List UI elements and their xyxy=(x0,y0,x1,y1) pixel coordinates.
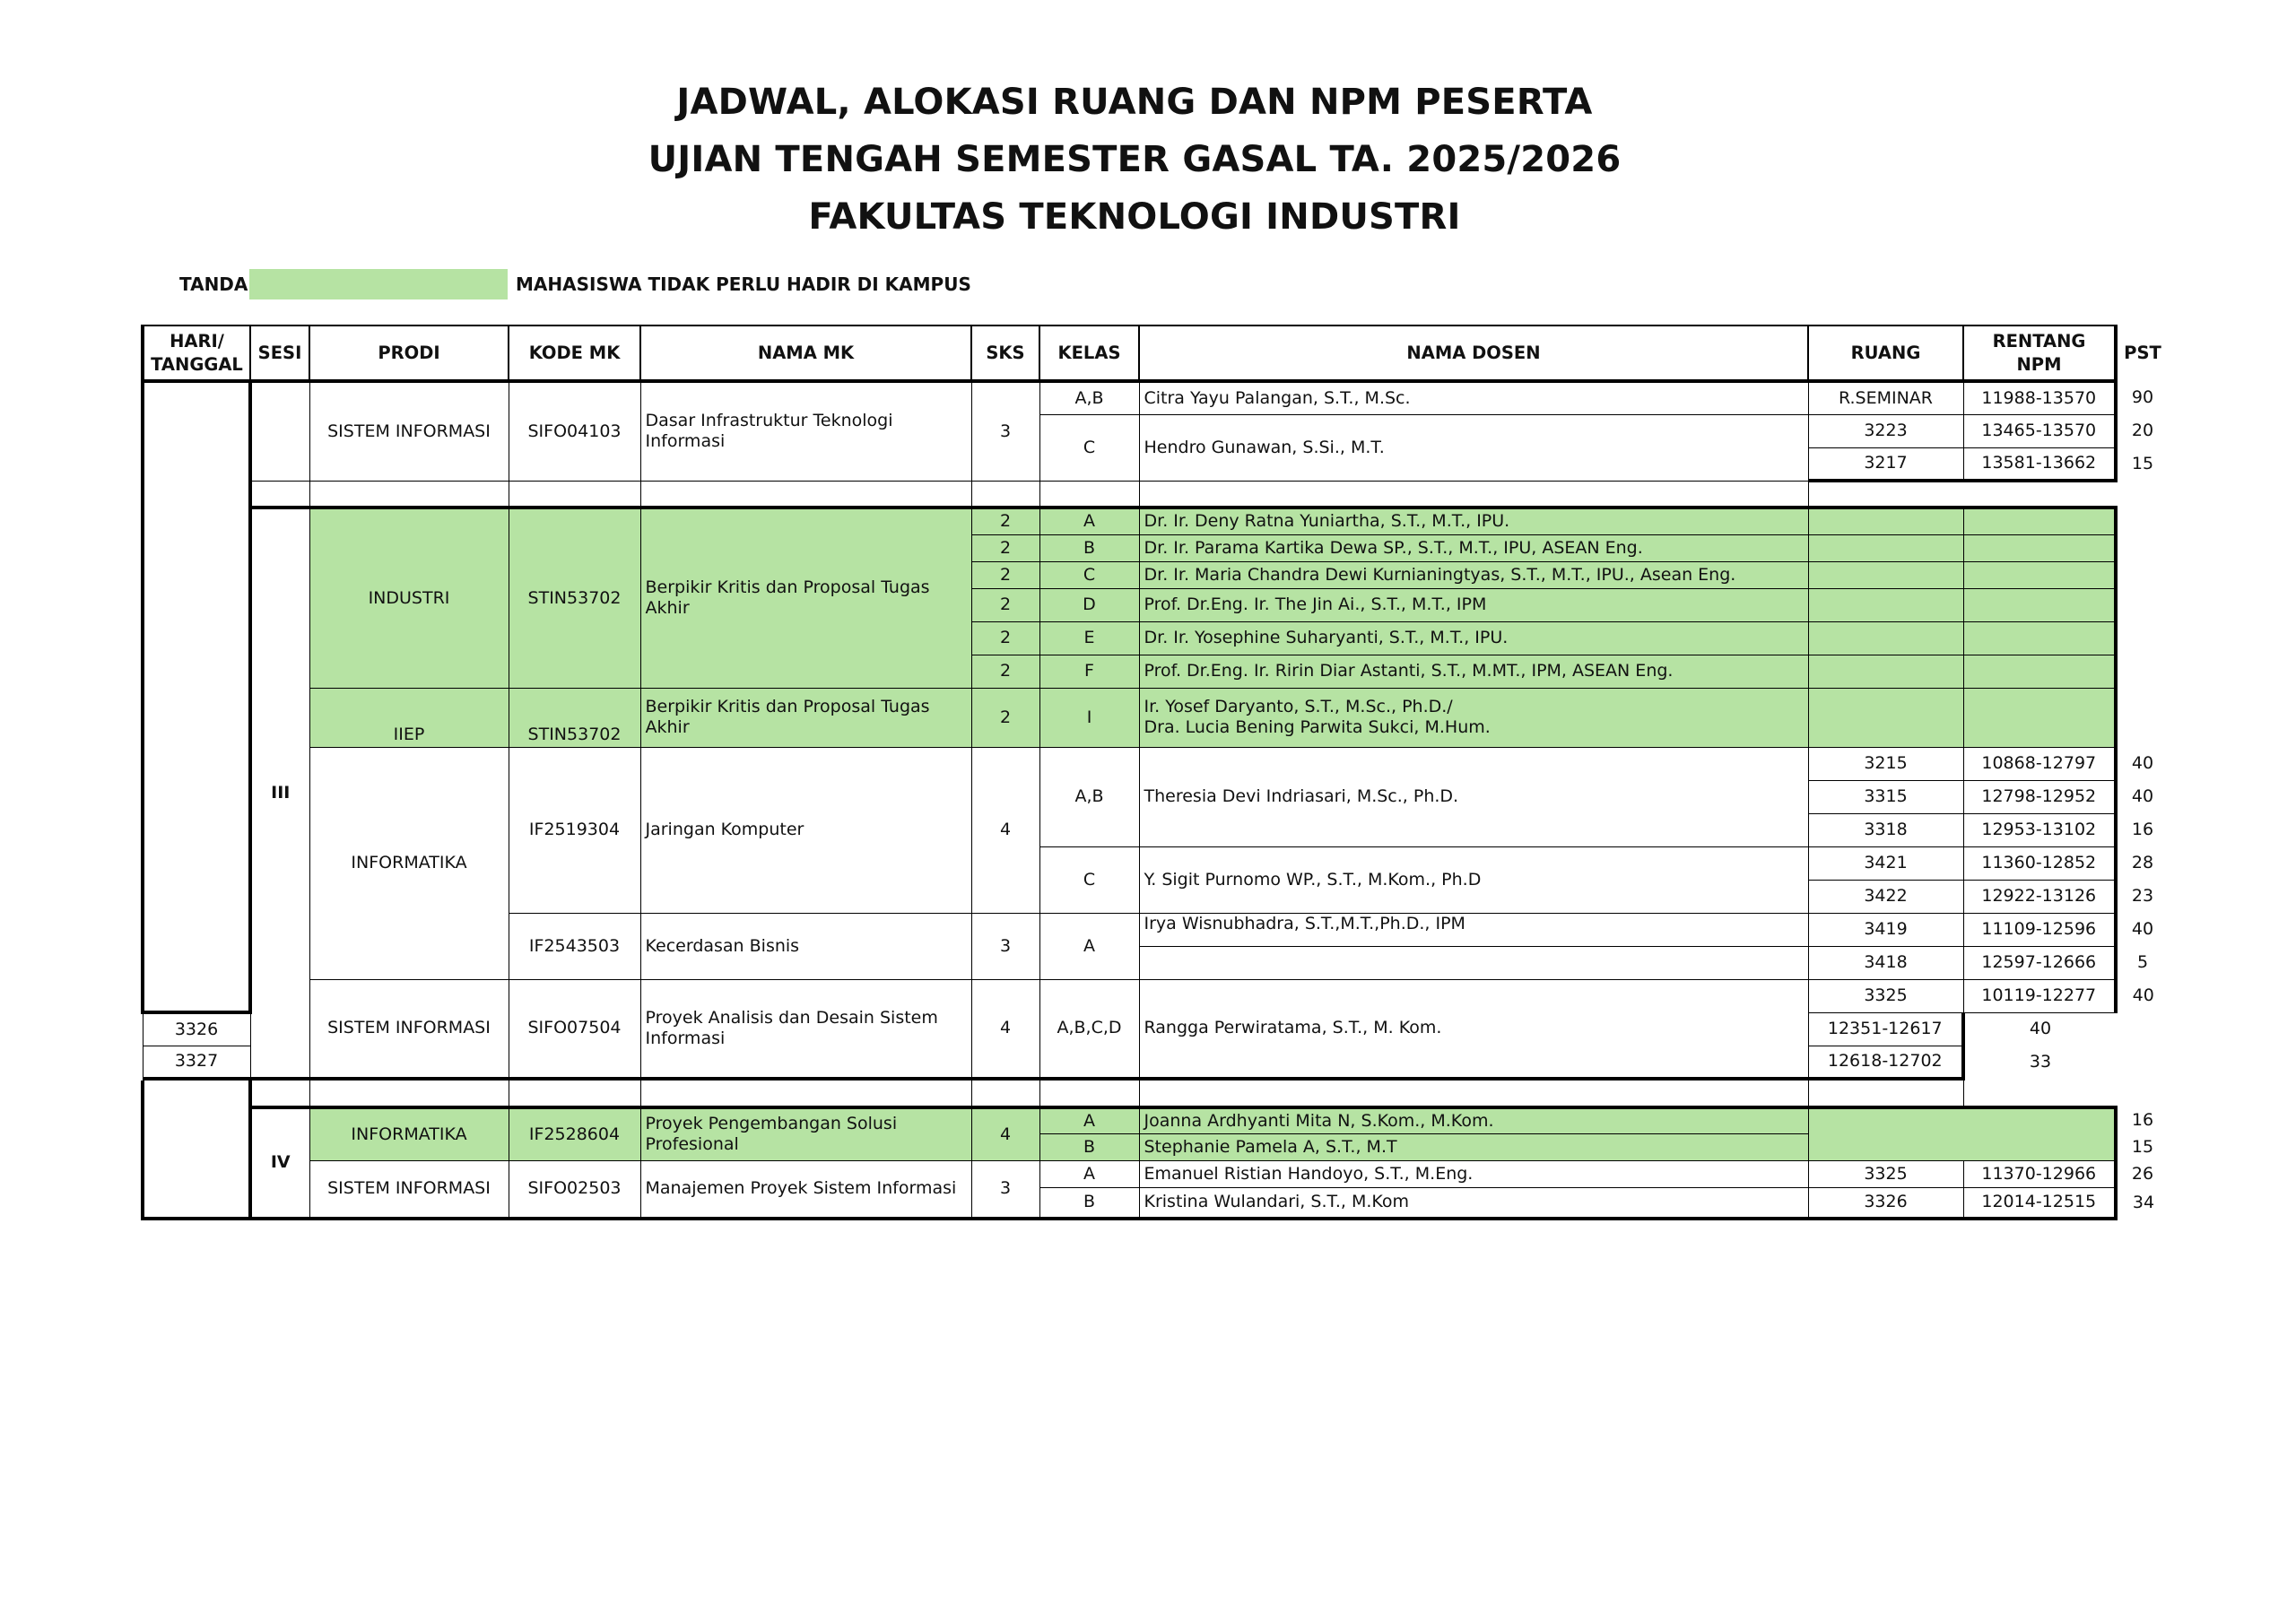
pst-cell xyxy=(2116,621,2170,655)
ruang-cell xyxy=(1808,621,1963,655)
pst-cell: 90 xyxy=(2131,387,2154,407)
header-rentang-npm: RENTANG NPM xyxy=(1963,325,2116,381)
sks-cell: 2 xyxy=(971,561,1039,588)
schedule-table-part-2 xyxy=(141,1080,2171,1220)
sks-cell: 4 xyxy=(971,747,1039,913)
title-line-2: UJIAN TENGAH SEMESTER GASAL TA. 2025/2026 xyxy=(648,139,1622,180)
ruang-npm-cell xyxy=(1808,1107,2116,1161)
dosen-cell: Y. Sigit Purnomo WP., S.T., M.Kom., Ph.D xyxy=(1139,846,1808,913)
pst-cell: 40 xyxy=(2029,1019,2052,1039)
dosen-cell: Emanuel Ristian Handoyo, S.T., M.Eng. xyxy=(1139,1161,1808,1188)
npm-cell: 12922-13126 xyxy=(1963,880,2116,913)
ruang-cell: 3418 xyxy=(1808,946,1963,979)
dosen-cell: Prof. Dr.Eng. Ir. The Jin Ai., S.T., M.T., IPM xyxy=(1139,588,1808,621)
legend-text: MAHASISWA TIDAK PERLU HADIR DI KAMPUS xyxy=(516,273,971,295)
kode-mk-cell: SIFO02503 xyxy=(509,1161,640,1219)
nama-mk-cell: Proyek Pengembangan Solusi Profesional xyxy=(640,1107,971,1161)
sks-cell: 2 xyxy=(971,688,1039,747)
ruang-cell: 3325 xyxy=(1808,979,1963,1012)
npm-cell: 12597-12666 xyxy=(1963,946,2116,979)
kode-mk-cell: STIN53702 xyxy=(509,688,640,747)
kelas-cell: B xyxy=(1039,534,1139,561)
pst-cell: 33 xyxy=(2029,1052,2052,1072)
document-title-block xyxy=(0,74,2269,246)
header-nama-mk: NAMA MK xyxy=(640,325,971,381)
sks-cell: 2 xyxy=(971,534,1039,561)
npm-cell: 11360-12852 xyxy=(1963,846,2116,880)
pst-cell xyxy=(2116,655,2170,688)
ruang-cell xyxy=(1808,561,1963,588)
dosen-cell: Theresia Devi Indriasari, M.Sc., Ph.D. xyxy=(1139,747,1808,846)
table-row xyxy=(143,1161,2170,1188)
kelas-cell: C xyxy=(1039,414,1139,481)
pst-cell: 28 xyxy=(2131,853,2154,872)
sks-cell: 2 xyxy=(971,621,1039,655)
npm-cell xyxy=(1963,534,2116,561)
pst-cell: 16 xyxy=(2131,1110,2154,1130)
npm-cell xyxy=(1963,688,2116,747)
kode-mk-cell: SIFO07504 xyxy=(509,979,640,1079)
sks-cell: 3 xyxy=(971,1161,1039,1219)
table-row xyxy=(143,747,2170,780)
kode-mk-cell: IF2519304 xyxy=(509,747,640,913)
dosen-cell: Dr. Ir. Deny Ratna Yuniartha, S.T., M.T., IPU. xyxy=(1139,508,1808,534)
legend-swatch xyxy=(249,269,508,299)
ruang-cell xyxy=(1808,588,1963,621)
npm-cell xyxy=(1963,655,2116,688)
pst-cell xyxy=(2116,534,2170,561)
npm-cell: 10868-12797 xyxy=(1963,747,2116,780)
prodi-cell: SISTEM INFORMASI xyxy=(309,381,509,481)
ruang-cell xyxy=(1808,655,1963,688)
ruang-cell: 3223 xyxy=(1808,414,1963,447)
header-kode-mk: KODE MK xyxy=(509,325,640,381)
prodi-cell: INFORMATIKA xyxy=(309,1107,509,1161)
dosen-cell: Dr. Ir. Yosephine Suharyanti, S.T., M.T., IPU. xyxy=(1139,621,1808,655)
kelas-cell: A,B xyxy=(1039,381,1139,414)
kelas-cell: B xyxy=(1039,1188,1139,1219)
nama-mk-cell: Berpikir Kritis dan Proposal Tugas Akhir xyxy=(640,508,971,688)
npm-cell: 10119-12277 xyxy=(1963,979,2116,1012)
dosen-cell: Irya Wisnubhadra, S.T.,M.T.,Ph.D., IPM xyxy=(1139,913,1808,946)
spacer-row xyxy=(143,1081,2170,1107)
pst-cell: 23 xyxy=(2131,886,2154,906)
kode-mk-cell: SIFO04103 xyxy=(509,381,640,481)
npm-cell xyxy=(1963,621,2116,655)
header-sks: SKS xyxy=(971,325,1039,381)
sks-cell: 4 xyxy=(971,979,1039,1079)
npm-cell: 12014-12515 xyxy=(1963,1188,2116,1219)
nama-mk-cell: Berpikir Kritis dan Proposal Tugas Akhir xyxy=(640,688,971,747)
dosen-cell: Prof. Dr.Eng. Ir. Ririn Diar Astanti, S.T., M.MT., IPM, ASEAN Eng. xyxy=(1139,655,1808,688)
kelas-cell: A xyxy=(1039,913,1139,979)
npm-cell: 11370-12966 xyxy=(1963,1161,2116,1188)
ruang-cell: R.SEMINAR xyxy=(1808,381,1963,414)
dosen-cell: Kristina Wulandari, S.T., M.Kom xyxy=(1139,1188,1808,1219)
npm-cell: 12953-13102 xyxy=(1963,813,2116,846)
npm-cell: 12618-12702 xyxy=(1808,1046,1963,1079)
table-row xyxy=(143,381,2170,414)
table-row xyxy=(143,979,2170,1012)
kelas-cell: C xyxy=(1039,561,1139,588)
kelas-cell: A xyxy=(1039,1161,1139,1188)
sesi-cell: IV xyxy=(250,1107,309,1219)
kelas-cell: F xyxy=(1039,655,1139,688)
kelas-cell: E xyxy=(1039,621,1139,655)
header-sesi: SESI xyxy=(250,325,309,381)
header-kelas: KELAS xyxy=(1039,325,1139,381)
kode-mk-cell: IF2543503 xyxy=(509,913,640,979)
npm-cell: 12798-12952 xyxy=(1963,780,2116,813)
ruang-cell xyxy=(1808,534,1963,561)
pst-cell: 34 xyxy=(2132,1193,2155,1212)
pst-cell: 15 xyxy=(2131,454,2154,473)
pst-cell: 20 xyxy=(2131,421,2154,440)
kelas-cell: C xyxy=(1039,846,1139,913)
pst-cell: 15 xyxy=(2131,1137,2154,1157)
pst-cell: 40 xyxy=(2132,985,2154,1005)
dosen-cell: Stephanie Pamela A, S.T., M.T xyxy=(1139,1134,1808,1161)
header-nama-dosen: NAMA DOSEN xyxy=(1139,325,1808,381)
header-pst: PST xyxy=(2124,343,2161,363)
dosen-cell xyxy=(1139,946,1808,979)
dosen-cell: Dr. Ir. Parama Kartika Dewa SP., S.T., M.T., IPU, ASEAN Eng. xyxy=(1139,534,1808,561)
sks-cell: 2 xyxy=(971,655,1039,688)
table-row xyxy=(143,508,2170,534)
pst-cell: 5 xyxy=(2136,952,2149,972)
sesi-cell xyxy=(250,381,309,481)
kelas-cell: A,B xyxy=(1039,747,1139,846)
kelas-cell: A xyxy=(1039,508,1139,534)
ruang-cell: 3315 xyxy=(1808,780,1963,813)
npm-cell xyxy=(1963,588,2116,621)
header-prodi: PRODI xyxy=(309,325,509,381)
sks-cell: 3 xyxy=(971,913,1039,979)
prodi-cell: INDUSTRI xyxy=(309,508,509,688)
ruang-cell: 3325 xyxy=(1808,1161,1963,1188)
npm-cell xyxy=(1963,508,2116,534)
kode-mk-cell: STIN53702 xyxy=(509,508,640,688)
sks-cell: 3 xyxy=(971,381,1039,481)
prodi-cell: IIEP xyxy=(309,688,509,747)
kode-mk-cell: IF2528604 xyxy=(509,1107,640,1161)
pst-cell xyxy=(2116,588,2170,621)
npm-cell: 13465-13570 xyxy=(1963,414,2116,447)
pst-cell xyxy=(2116,561,2170,588)
nama-mk-cell: Proyek Analisis dan Desain Sistem Informasi xyxy=(640,979,971,1079)
sks-cell: 2 xyxy=(971,508,1039,534)
hari-tanggal-cell xyxy=(143,381,250,1012)
ruang-cell: 3326 xyxy=(143,1012,250,1046)
pst-cell: 40 xyxy=(2131,919,2154,939)
ruang-cell xyxy=(1808,688,1963,747)
kelas-cell: D xyxy=(1039,588,1139,621)
dosen-cell: Rangga Perwiratama, S.T., M. Kom. xyxy=(1139,979,1808,1079)
table-row xyxy=(143,1107,2170,1134)
dosen-cell: Hendro Gunawan, S.Si., M.T. xyxy=(1139,414,1808,481)
npm-cell: 12351-12617 xyxy=(1808,1012,1963,1046)
dosen-line-1: Ir. Yosef Daryanto, S.T., M.Sc., Ph.D./ xyxy=(1144,697,1453,716)
ruang-cell: 3217 xyxy=(1808,447,1963,481)
sks-cell: 4 xyxy=(971,1107,1039,1161)
spacer-row xyxy=(143,481,2170,508)
title-line-1: JADWAL, ALOKASI RUANG DAN NPM PESERTA xyxy=(676,82,1593,123)
legend-label: TANDA xyxy=(179,273,248,295)
ruang-cell: 3419 xyxy=(1808,913,1963,946)
kelas-cell: A,B,C,D xyxy=(1039,979,1139,1079)
pst-cell: 40 xyxy=(2131,786,2154,806)
prodi-cell: SISTEM INFORMASI xyxy=(309,979,509,1079)
header-hari: HARI/ TANGGAL xyxy=(143,325,250,381)
prodi-cell: INFORMATIKA xyxy=(309,747,509,979)
npm-cell xyxy=(1963,561,2116,588)
npm-cell: 11988-13570 xyxy=(1963,381,2116,414)
ruang-cell: 3422 xyxy=(1808,880,1963,913)
pst-cell: 26 xyxy=(2131,1164,2154,1184)
nama-mk-cell: Kecerdasan Bisnis xyxy=(640,913,971,979)
ruang-cell: 3318 xyxy=(1808,813,1963,846)
dosen-line-2: Dra. Lucia Bening Parwita Sukci, M.Hum. xyxy=(1144,717,1491,737)
pst-cell: 40 xyxy=(2131,753,2154,773)
npm-cell: 13581-13662 xyxy=(1963,447,2116,481)
kelas-cell: A xyxy=(1039,1107,1139,1134)
kelas-cell: B xyxy=(1039,1134,1139,1161)
pst-cell xyxy=(2116,688,2170,747)
kelas-cell: I xyxy=(1039,688,1139,747)
dosen-cell: Dr. Ir. Maria Chandra Dewi Kurnianingtyas, S.T., M.T., IPU., Asean Eng. xyxy=(1139,561,1808,588)
pst-cell: 16 xyxy=(2131,820,2154,839)
schedule-table xyxy=(141,325,2171,1081)
npm-cell: 11109-12596 xyxy=(1963,913,2116,946)
sesi-cell: III xyxy=(250,508,309,1079)
ruang-cell xyxy=(1808,508,1963,534)
nama-mk-cell: Dasar Infrastruktur Teknologi Informasi xyxy=(640,381,971,481)
dosen-cell xyxy=(1139,688,1808,747)
ruang-cell: 3326 xyxy=(1808,1188,1963,1219)
prodi-cell: SISTEM INFORMASI xyxy=(309,1161,509,1219)
title-line-3: FAKULTAS TEKNOLOGI INDUSTRI xyxy=(808,196,1461,238)
header-ruang: RUANG xyxy=(1808,325,1963,381)
dosen-cell: Joanna Ardhyanti Mita N, S.Kom., M.Kom. xyxy=(1139,1107,1808,1134)
ruang-cell: 3215 xyxy=(1808,747,1963,780)
sks-cell: 2 xyxy=(971,588,1039,621)
ruang-cell: 3327 xyxy=(143,1046,250,1079)
nama-mk-cell: Jaringan Komputer xyxy=(640,747,971,913)
hari-tanggal-cell xyxy=(143,1107,250,1219)
nama-mk-cell: Manajemen Proyek Sistem Informasi xyxy=(640,1161,971,1219)
pst-cell xyxy=(2116,508,2170,534)
table-row xyxy=(143,688,2170,747)
header-row xyxy=(143,325,2170,381)
schedule-table-container xyxy=(141,325,2171,1220)
ruang-cell: 3421 xyxy=(1808,846,1963,880)
dosen-cell: Citra Yayu Palangan, S.T., M.Sc. xyxy=(1139,381,1808,414)
